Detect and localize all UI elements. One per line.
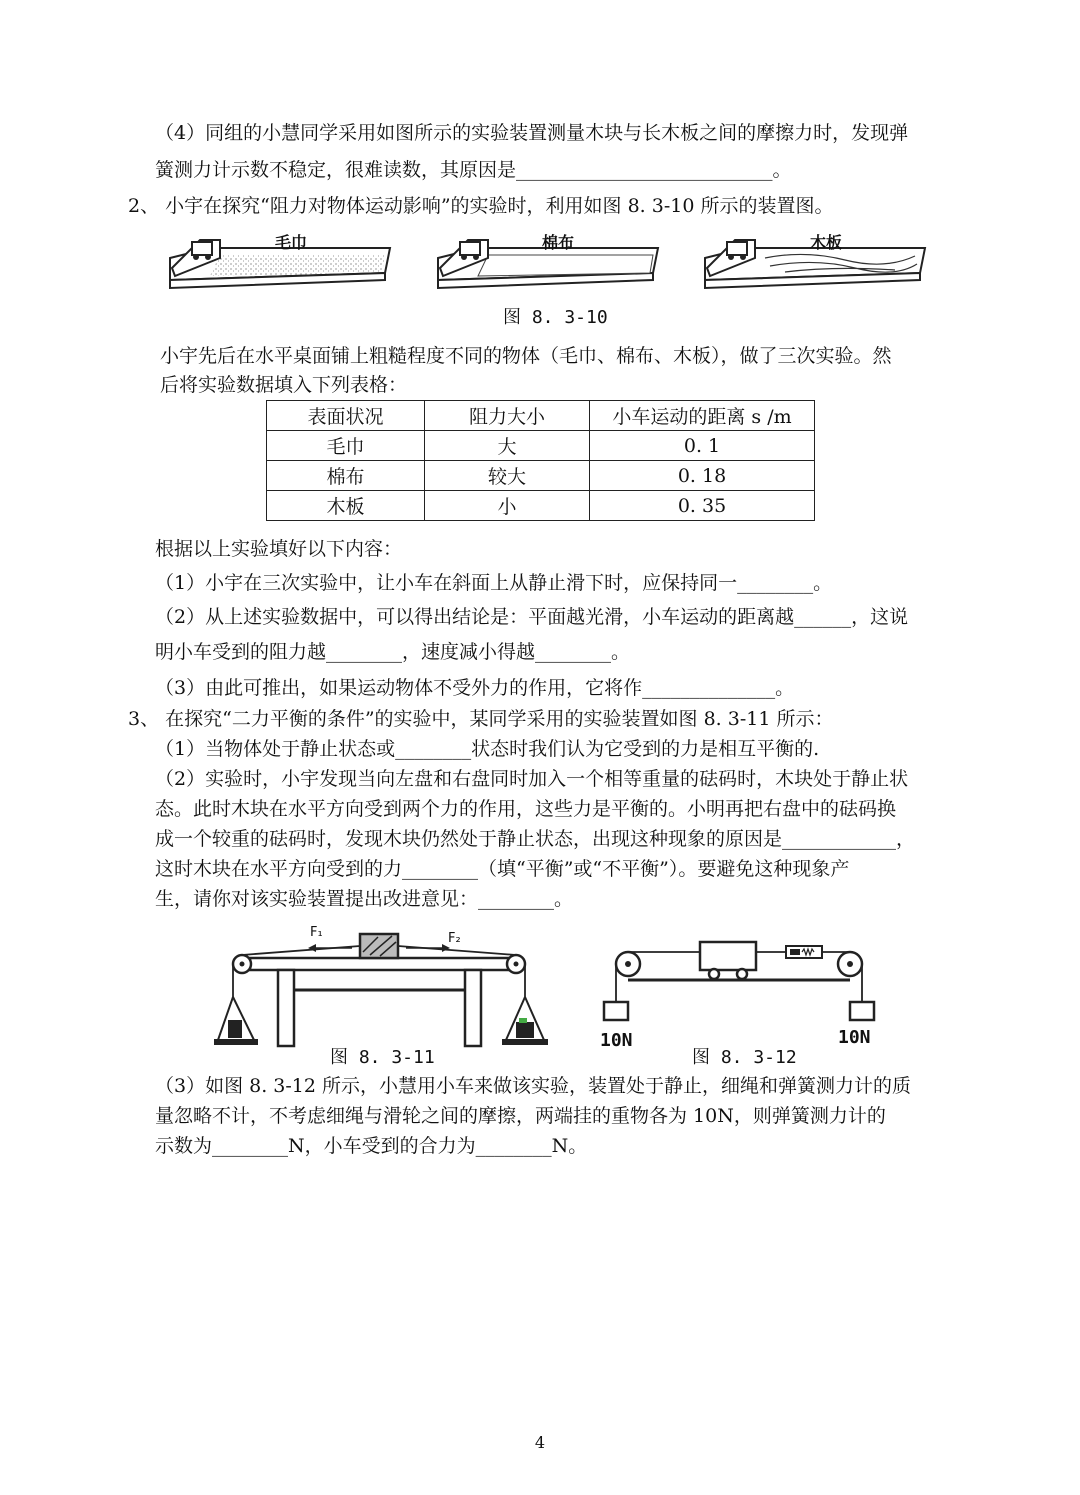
force-f1-label: F₁ [310,925,323,940]
table-row [267,431,815,461]
table-cell: 0. 1 [590,431,815,461]
q2-desc-line1: 小宇先后在水平桌面铺上粗糙程度不同的物体（毛巾、棉布、木板），做了三次实验。然 [160,345,892,367]
table-row [267,461,815,491]
table-header-cell: 表面状况 [267,401,425,431]
q3-part2-line1: （2）实验时，小宇发现当向左盘和右盘同时加入一个相等重量的砝码时，木块处于静止状 [155,768,909,790]
label-towel: 毛巾 [275,233,308,252]
q2-part2-line2: 明小车受到的阻力越________，速度减小得越________。 [155,641,631,663]
table-header-row [267,401,815,431]
q3-part3-line2: 量忽略不计，不考虑细绳与滑轮之间的摩擦，两端挂的重物各为 10N，则弹簧测力计的 [155,1105,886,1127]
figure-8-3-11 [210,922,550,1052]
q3-intro: 3、 在探究“二力平衡的条件”的实验中，某同学采用的实验装置如图 8. 3-11 所示： [128,708,834,730]
q3-part2-line2: 态。此时木块在水平方向受到两个力的作用，这些力是平衡的。小明再把右盘中的砝码换 [155,798,897,820]
q2-part1: （1）小宇在三次实验中，让小车在斜面上从静止滑下时，应保持同一________。 [155,572,833,594]
q2-intro: 2、 小宇在探究“阻力对物体运动影响”的实验时，利用如图 8. 3-10 所示的装置图。 [128,195,834,217]
q2-fill-intro: 根据以上实验填好以下内容： [155,538,403,560]
table-cell: 毛巾 [267,431,425,461]
table-header-cell: 小车运动的距离 s /m [590,401,815,431]
q1-part4-line2: 簧测力计示数不稳定，很难读数，其原因是___________________________。 [155,159,792,181]
figure-caption-8-3-12: 图 8. 3-12 [692,1047,797,1068]
label-wood: 木板 [810,233,843,252]
q3-part2-line5: 生，请你对该实验装置提出改进意见：________。 [155,888,574,910]
table-cell: 0. 18 [590,461,815,491]
table-cell: 大 [425,431,590,461]
table-cell: 0. 35 [590,491,815,521]
table-cell: 较大 [425,461,590,491]
q2-desc-line2: 后将实验数据填入下列表格： [160,374,408,396]
figure-caption-8-3-10: 图 8. 3-10 [503,307,608,328]
q3-part3-line1: （3）如图 8. 3-12 所示，小慧用小车来做该实验，装置处于静止，细绳和弹簧测力计的质 [155,1075,912,1097]
table-cell: 小 [425,491,590,521]
results-table [266,400,815,521]
q2-part2-line1: （2）从上述实验数据中，可以得出结论是：平面越光滑，小车运动的距离越______，这说 [155,606,909,628]
table-cell: 木板 [267,491,425,521]
page-number: 4 [534,1433,546,1452]
force-f2-label: F₂ [448,931,461,946]
q3-part3-line3: 示数为________N，小车受到的合力为________N。 [155,1135,588,1157]
q3-part2-line4: 这时木块在水平方向受到的力________（填“平衡”或“不平衡”）。要避免这种现象产 [155,858,850,880]
label-cotton: 棉布 [542,233,575,252]
q3-part2-line3: 成一个较重的砝码时，发现木块仍然处于静止状态，出现这种现象的原因是____________， [155,828,916,850]
table-header-cell: 阻力大小 [425,401,590,431]
q2-part3: （3）由此可推出，如果运动物体不受外力的作用，它将作______________。 [155,677,795,699]
right-weight-label: 10N [838,1027,871,1048]
q3-part1: （1）当物体处于静止状态或________状态时我们认为它受到的力是相互平衡的. [155,738,820,760]
figure-caption-8-3-11: 图 8. 3-11 [330,1047,435,1068]
left-weight-label: 10N [600,1030,633,1051]
table-cell: 棉布 [267,461,425,491]
q1-part4-line1: （4）同组的小慧同学采用如图所示的实验装置测量木块与长木板之间的摩擦力时，发现弹 [155,122,909,144]
table-row [267,491,815,521]
figure-8-3-12 [600,930,880,1030]
